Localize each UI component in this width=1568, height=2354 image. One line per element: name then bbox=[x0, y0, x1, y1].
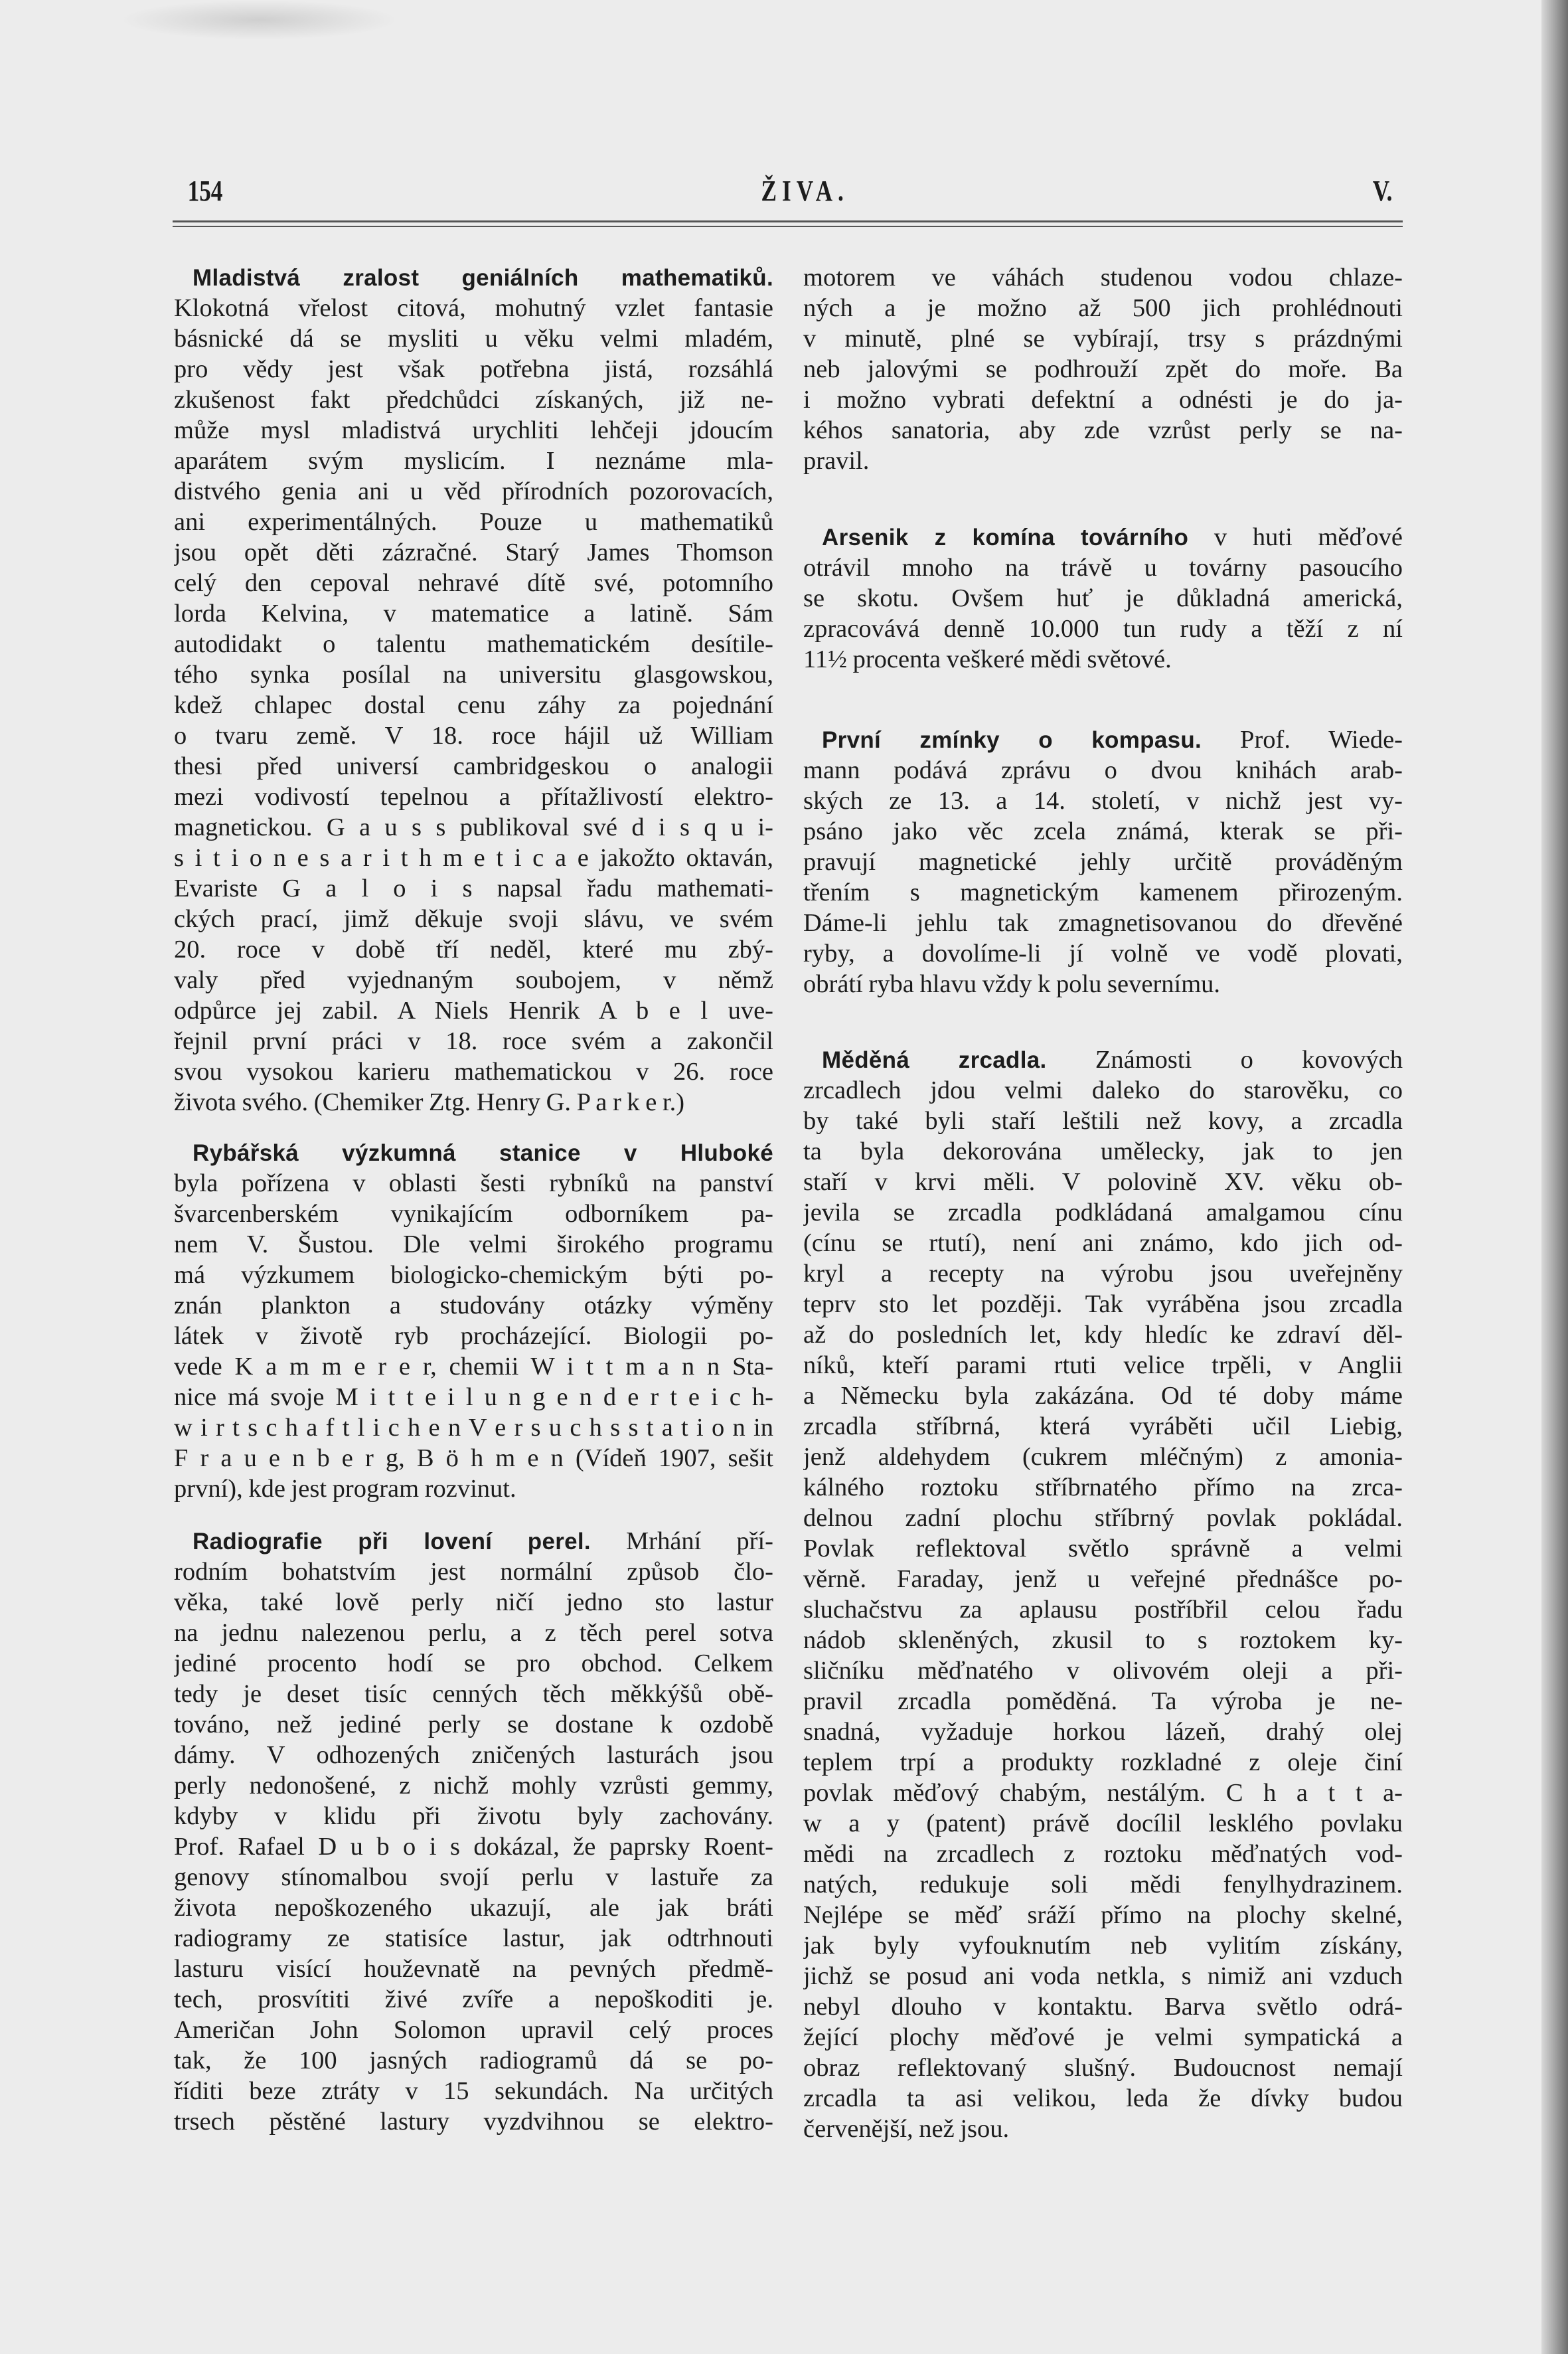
article-title: Radiografie při lovení perel. bbox=[193, 1529, 591, 1555]
text-line: ných a je možno až 500 jich prohlédnouti bbox=[803, 294, 1403, 322]
text-line: sluchačstvu za aplausu postříbřil celou řadu bbox=[803, 1596, 1403, 1624]
text-line: snadná, vyžaduje horkou lázeň, drahý olej bbox=[803, 1718, 1403, 1746]
text-line: červenější, než jsou. bbox=[803, 2115, 1010, 2143]
text-line: odpůrce jej zabil. A Niels Henrik A b e l uve- bbox=[174, 997, 773, 1025]
text-line: aparátem svým myslicím. I neznáme mla- bbox=[174, 447, 773, 475]
text-line: má výzkumem biologicko-chemickým býti po- bbox=[174, 1261, 773, 1289]
scan-edge bbox=[1541, 0, 1568, 2354]
header-rule-top bbox=[173, 220, 1403, 222]
text-line: (cínu se rtutí), není ani známo, kdo jich od- bbox=[803, 1229, 1403, 1257]
text-line: mezi vodivostí tepelnou a přítažlivostí elektro- bbox=[174, 783, 773, 811]
text-line: zrcadlech jdou velmi daleko do starověku, co bbox=[803, 1076, 1403, 1104]
article-first-line bbox=[174, 1526, 773, 1556]
text-line: motorem ve váhách studenou vodou chlaze- bbox=[803, 264, 1403, 292]
text-line: zpracovává denně 10.000 tun rudy a těží z ní bbox=[803, 615, 1403, 643]
text-line: neb jalovými se podhrouží zpět do moře. Ba bbox=[803, 355, 1403, 383]
article bbox=[174, 1137, 773, 1504]
text-line: ryby, a dovolíme-li jí volně ve vodě plovati, bbox=[803, 940, 1403, 967]
text-line: jediné procento hodí se pro obchod. Celkem bbox=[174, 1649, 773, 1677]
article-title: První zmínky o kompasu. bbox=[822, 727, 1202, 753]
text-line: staří v krvi měli. V polovině XV. věku ob- bbox=[803, 1168, 1403, 1196]
text-line: zrcadla stříbrná, která vyráběti učil Liebig, bbox=[803, 1412, 1403, 1440]
text-line: první), kde jest program rozvinut. bbox=[174, 1475, 516, 1503]
text-line: jevila se zrcadla podkládaná amalgamou cínu bbox=[803, 1199, 1403, 1226]
article bbox=[803, 1045, 1403, 2144]
article bbox=[174, 262, 773, 1118]
text-line: teprv sto let později. Tak vyráběna jsou zrcadla bbox=[803, 1290, 1403, 1318]
text-line: může mysl mladistvá urychliti lehčeji jdoucím bbox=[174, 416, 773, 444]
article-title: Arsenik z komína továrního bbox=[822, 525, 1189, 550]
text-line: kéhos sanatoria, aby zde vzrůst perly se na- bbox=[803, 416, 1403, 444]
text-line: distvého genia ani u věd přírodních pozorovacích, bbox=[174, 477, 773, 505]
article-title: Měděná zrcadla. bbox=[822, 1047, 1047, 1073]
article-first-line bbox=[803, 1045, 1403, 1075]
text-line: i možno vybrati defektní a odnésti je do ja- bbox=[803, 386, 1403, 414]
text-line: trsech pěstěné lastury vyzdvihnou se elektro- bbox=[174, 2108, 773, 2136]
text-line: Prof. Rafael D u b o i s dokázal, že paprsky Roent- bbox=[174, 1833, 773, 1861]
text-line: thesi před universí cambridgeskou o analogii bbox=[174, 752, 773, 780]
text-line: s i t i o n e s a r i t h m e t i c a e jakožto oktaván, bbox=[174, 844, 773, 872]
text-line: až do posledních let, kdy hledíc ke zdraví děl- bbox=[803, 1321, 1403, 1349]
article bbox=[174, 1526, 773, 2137]
article-first-line bbox=[174, 262, 773, 293]
text-line: ta byla dekorována umělecky, jak to jen bbox=[803, 1137, 1403, 1165]
text-line: mědi na zrcadlech z roztoku měďnatých vod- bbox=[803, 1840, 1403, 1868]
text-line: kdyby v klidu při životu byly zachovány. bbox=[174, 1802, 773, 1830]
text-line: 11½ procenta veškeré mědi světové. bbox=[803, 645, 1172, 673]
text-line: žející plochy měďové je velmi sympatická a bbox=[803, 2023, 1403, 2051]
text-line: celý den cepoval nehravé dítě své, potomního bbox=[174, 569, 773, 597]
text-line: lasturu visící houževnatě na pevných předmě- bbox=[174, 1955, 773, 1983]
text-line: Američan John Solomon upravil celý proces bbox=[174, 2016, 773, 2044]
article-title: Mladistvá zralost geniálních mathematiků. bbox=[193, 265, 773, 291]
volume-number: V. bbox=[1372, 175, 1393, 207]
text-line: Nejlépe se měď sráží přímo na plochy skelné, bbox=[803, 1901, 1403, 1929]
text-line: se skotu. Ovšem huť je důkladná americká, bbox=[803, 584, 1403, 612]
text-line: ských ze 13. a 14. století, v nichž jest vy- bbox=[803, 787, 1403, 815]
text-line: níků, kteří parami rtuti velice trpěli, v Anglii bbox=[803, 1351, 1403, 1379]
text-line: svou vysokou karieru mathematickou v 26. roce bbox=[174, 1058, 773, 1086]
text-line: třením s magnetickým kamenem přirozeným. bbox=[803, 879, 1403, 906]
text-line: Dáme-li jehlu tak zmagnetisovanou do dřevěné bbox=[803, 909, 1403, 937]
text-line: perly nedonošené, z nichž mohly vzrůsti gemmy, bbox=[174, 1772, 773, 1800]
text-line: zkušenost fakt předchůdci získaných, již ne- bbox=[174, 386, 773, 414]
article bbox=[803, 522, 1403, 675]
article-first-line bbox=[803, 522, 1403, 552]
text-line: radiogramy ze statisíce lastur, jak odtrhnouti bbox=[174, 1924, 773, 1952]
article-first-line-text: v huti měďové bbox=[1214, 523, 1403, 551]
text-line: tech, prosvítiti živé zvíře a nepoškoditi je. bbox=[174, 1985, 773, 2013]
text-line: povlak měďový chabým, nestálým. C h a t t a- bbox=[803, 1779, 1403, 1807]
article bbox=[803, 724, 1403, 999]
text-line: w i r t s c h a f t l i c h e n V e r s u c h s s t a t i o n in bbox=[174, 1414, 773, 1442]
text-line: švarcenberském vynikajícím odborníkem pa- bbox=[174, 1200, 773, 1228]
text-line: Evariste G a l o i s napsal řadu mathemati- bbox=[174, 875, 773, 902]
text-line: zrcadla ta asi velikou, leda že dívky budou bbox=[803, 2084, 1403, 2112]
text-line: básnické dá se mysliti u věku velmi mladém, bbox=[174, 325, 773, 353]
text-line: genovy stínomalbou svojí perlu v lastuře za bbox=[174, 1863, 773, 1891]
text-line: látek v životě ryb procházející. Biologii po- bbox=[174, 1322, 773, 1350]
text-line: pro vědy jest však potřebna jistá, rozsáhlá bbox=[174, 355, 773, 383]
text-line: vede K a m m e r e r, chemii W i t t m a n n Sta- bbox=[174, 1353, 773, 1381]
text-line: Povlak reflektoval světlo správně a velmi bbox=[803, 1535, 1403, 1562]
text-line: otrávil mnoho na trávě u továrny pasoucího bbox=[803, 554, 1403, 582]
journal-title: ŽIVA. bbox=[761, 175, 849, 207]
text-line: magnetickou. G a u s s publikoval své d i s q u i- bbox=[174, 813, 773, 841]
text-line: by také byli staří leštili než kovy, a zrcadla bbox=[803, 1107, 1403, 1135]
text-line: obrátí ryba hlavu vždy k polu severnímu. bbox=[803, 970, 1221, 998]
article-first-line-text: Prof. Wiede- bbox=[1240, 726, 1403, 754]
text-line: řejnil první práci v 18. roce svém a zakončil bbox=[174, 1027, 773, 1055]
text-line: říditi beze ztráty v 15 sekundách. Na určitých bbox=[174, 2077, 773, 2105]
text-line: nebyl dlouho v kontaktu. Barva světlo odrá- bbox=[803, 1993, 1403, 2021]
text-line: pravují magnetické jehly určitě prováděným bbox=[803, 848, 1403, 876]
scan-blotch bbox=[119, 0, 398, 40]
text-line: w a y (patent) právě docílil lesklého povlaku bbox=[803, 1809, 1403, 1837]
article-first-line-text: Známosti o kovových bbox=[1095, 1046, 1403, 1074]
text-line: rodním bohatstvím jest normální způsob člo- bbox=[174, 1558, 773, 1586]
article-first-line-text: Mrhání pří- bbox=[626, 1527, 773, 1555]
text-line: tého synka posílal na universitu glasgowskou, bbox=[174, 661, 773, 689]
text-line: v minutě, plné se vybírají, trsy s prázdnými bbox=[803, 325, 1403, 353]
text-line: jsou opět děti zázračné. Starý James Thomson bbox=[174, 539, 773, 566]
text-line: autodidakt o talentu mathematickém desítile- bbox=[174, 630, 773, 658]
text-line: delnou zadní plochu stříbrný povlak pokládal. bbox=[803, 1504, 1403, 1532]
text-line: kryl a recepty na výrobu jsou uveřejněny bbox=[803, 1260, 1403, 1288]
text-line: nem V. Šustou. Dle velmi širokého programu bbox=[174, 1230, 773, 1258]
text-line: a Německu byla zakázána. Od té doby máme bbox=[803, 1382, 1403, 1410]
text-line: věrně. Faraday, jenž u veřejné přednášce po- bbox=[803, 1565, 1403, 1593]
article-first-line bbox=[174, 1137, 773, 1168]
text-line: jichž se posud ani voda netkla, s nimiž ani vzduch bbox=[803, 1962, 1403, 1990]
text-line: psáno jako věc zcela známá, kterak se při- bbox=[803, 817, 1403, 845]
text-line: pravil zrcadla poměděná. Ta výroba je ne- bbox=[803, 1687, 1403, 1715]
header-rule-bottom bbox=[173, 226, 1403, 227]
text-line: kdež chlapec dostal cenu záhy za pojednání bbox=[174, 691, 773, 719]
text-line: tak, že 100 jasných radiogramů dá se po- bbox=[174, 2047, 773, 2074]
text-line: teplem trpí a produkty rozkladné z oleje činí bbox=[803, 1748, 1403, 1776]
text-line: ani experimentálných. Pouze u mathematiků bbox=[174, 508, 773, 536]
text-line: jenž aldehydem (cukrem mléčným) z amonia- bbox=[803, 1443, 1403, 1471]
text-line: nice má svoje M i t t e i l u n g e n d e r t e i c h- bbox=[174, 1383, 773, 1411]
text-line: byla pořízena v oblasti šesti rybníků na panství bbox=[174, 1169, 773, 1197]
text-line: znán plankton a studovány otázky výměny bbox=[174, 1292, 773, 1319]
text-line: natých, redukuje soli mědi fenylhydrazinem. bbox=[803, 1871, 1403, 1898]
page-number: 154 bbox=[187, 175, 223, 207]
article-first-line bbox=[803, 724, 1403, 755]
text-line: tedy je deset tisíc cenných těch měkkýšů obě- bbox=[174, 1680, 773, 1708]
text-line: života svého. (Chemiker Ztg. Henry G. P a r k e r.) bbox=[174, 1088, 685, 1116]
article-title: Rybářská výzkumná stanice v Hluboké bbox=[193, 1140, 773, 1166]
text-line: lorda Kelvina, v matematice a latině. Sám bbox=[174, 600, 773, 628]
text-line: na jednu nalezenou perlu, a z těch perel sotva bbox=[174, 1619, 773, 1647]
text-line: života nepoškozeného ukazují, ale jak bráti bbox=[174, 1894, 773, 1922]
text-line: mann podává zprávu o dvou knihách arab- bbox=[803, 756, 1403, 784]
text-line: jak byly vyfouknutím neb vylitím získány, bbox=[803, 1932, 1403, 1960]
text-line: kálného roztoku stříbrnatého přímo na zrca- bbox=[803, 1473, 1403, 1501]
text-line: F r a u e n b e r g, B ö h m e n (Vídeň 1907, sešit bbox=[174, 1444, 773, 1472]
text-line: věka, také lově perly ničí jedno sto lastur bbox=[174, 1588, 773, 1616]
text-line: valy před vyjednaným soubojem, v němž bbox=[174, 966, 773, 994]
text-line: ckých prací, jimž děkuje svoji slávu, ve svém bbox=[174, 905, 773, 933]
text-line: dámy. V odhozených zničených lasturách jsou bbox=[174, 1741, 773, 1769]
text-line: obraz reflektovaný slušný. Budoucnost nemají bbox=[803, 2054, 1403, 2082]
text-line: 20. roce v době tří neděl, které mu zbý- bbox=[174, 936, 773, 964]
text-line: továno, než jediné perly se dostane k ozdobě bbox=[174, 1711, 773, 1738]
text-line: pravil. bbox=[803, 447, 870, 475]
text-line: o tvaru země. V 18. roce hájil už William bbox=[174, 722, 773, 750]
article bbox=[803, 262, 1403, 476]
text-line: Klokotná vřelost citová, mohutný vzlet fantasie bbox=[174, 294, 773, 322]
text-line: sličníku měďnatého v olivovém oleji a při- bbox=[803, 1657, 1403, 1685]
text-line: nádob skleněných, zkusil to s roztokem ky- bbox=[803, 1626, 1403, 1654]
